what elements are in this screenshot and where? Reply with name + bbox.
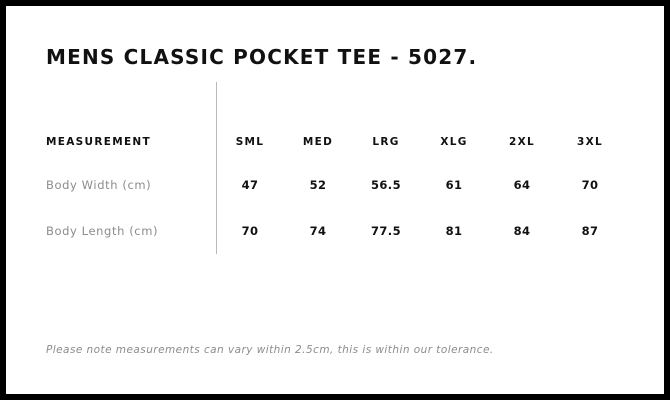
cell-body-width-med: 52 (309, 178, 327, 192)
size-table (46, 122, 624, 254)
table-header (46, 122, 624, 162)
header-size-3xl: 3XL (577, 136, 603, 148)
table-body (46, 162, 624, 254)
cell-body-width-3xl: 70 (581, 178, 599, 192)
tolerance-note: Please note measurements can vary within 2.5cm, this is within our tolerance. (46, 344, 494, 356)
cell-body-width-sml: 47 (241, 178, 259, 192)
header-size-sml: SML (235, 136, 265, 148)
header-size-xlg: XLG (440, 136, 468, 148)
page-title: MENS CLASSIC POCKET TEE - 5027. (46, 45, 478, 69)
cell-body-width-2xl: 64 (513, 178, 531, 192)
header-size-2xl: 2XL (509, 136, 535, 148)
cell-body-length-xlg: 81 (445, 224, 463, 238)
row-label-body-width: Body Width (cm) (46, 178, 152, 192)
size-table-container (46, 122, 624, 254)
header-measurement: MEASUREMENT (46, 136, 151, 148)
page-content (6, 6, 664, 394)
table-row (46, 208, 624, 254)
row-label-body-length: Body Length (cm) (46, 224, 159, 238)
cell-body-length-2xl: 84 (513, 224, 531, 238)
cell-body-length-sml: 70 (241, 224, 259, 238)
table-row (46, 162, 624, 208)
cell-body-length-med: 74 (309, 224, 327, 238)
cell-body-length-lrg: 77.5 (371, 224, 401, 238)
table-header-row (46, 122, 624, 162)
cell-body-width-xlg: 61 (445, 178, 463, 192)
cell-body-width-lrg: 56.5 (371, 178, 401, 192)
header-size-lrg: LRG (372, 136, 400, 148)
cell-body-length-3xl: 87 (581, 224, 599, 238)
header-size-med: MED (302, 136, 334, 148)
vertical-divider (216, 82, 217, 254)
